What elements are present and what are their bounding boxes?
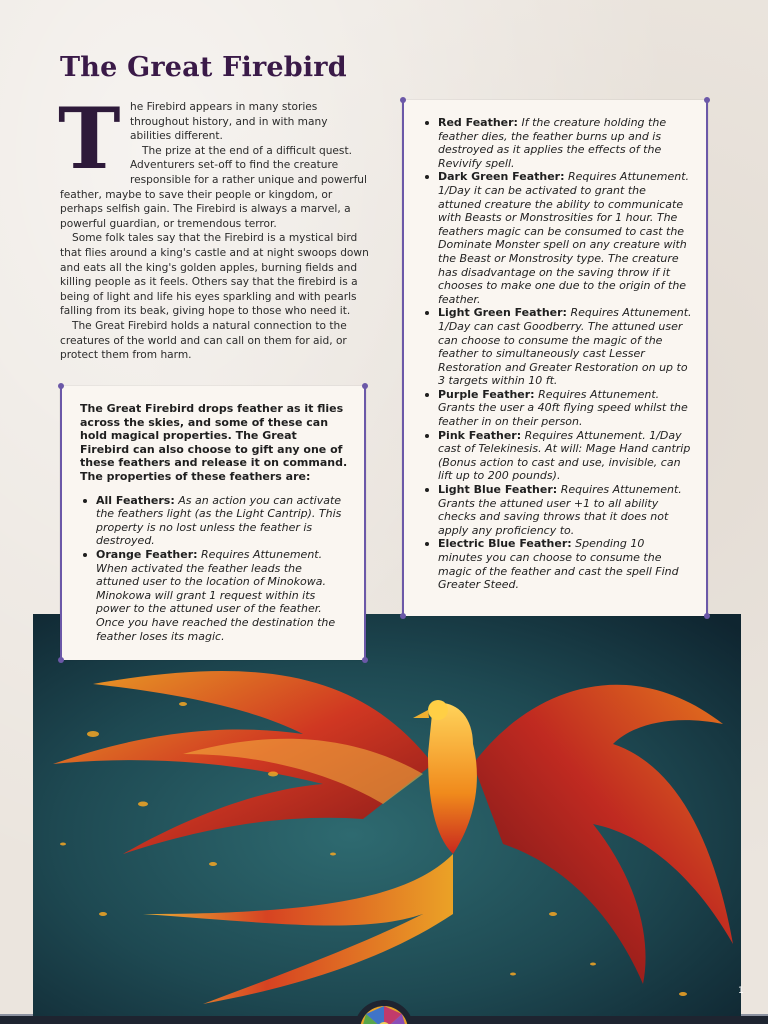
box-corner-pin — [400, 97, 406, 103]
list-item — [80, 494, 348, 548]
feather-description: As an action you can activate the feathers light (as the Light Cantrip). This property is no lost unless the feather is destroyed. — [96, 493, 342, 548]
intro-paragraph-4: The Great Firebird holds a natural connection to the creatures of the world and can call on them for aid, or protect them from harm. — [60, 319, 347, 362]
feather-name: Orange Feather: — [96, 547, 198, 561]
feather-name: Light Blue Feather: — [438, 483, 558, 497]
feather-name: Dark Green Feather: — [438, 170, 565, 184]
feather-list-right — [422, 116, 692, 592]
drop-cap: T — [58, 89, 121, 188]
feather-name: All Feathers: — [96, 493, 175, 507]
feather-name: Electric Blue Feather: — [438, 537, 572, 551]
feather-list-box-right — [402, 100, 708, 616]
page-title: The Great Firebird — [60, 52, 347, 83]
feather-name: Light Green Feather: — [438, 306, 567, 320]
box-corner-pin — [704, 97, 710, 103]
feather-description: If the creature holding the feather dies, the feather burns up and is destroyed as it applies the effects of the Revivify spell. — [438, 116, 667, 170]
feather-box-intro: The Great Firebird drops feather as it flies across the skies, and some of these can hold magical properties. The Great Firebird can also choose to gift any one of these feathers and release it on command. The properties of these feathers are: — [80, 402, 348, 483]
feather-name: Purple Feather: — [438, 387, 535, 401]
list-item — [422, 537, 692, 591]
feather-description: Requires Attunement. 1/Day can cast Goodberry. The attuned user can choose to consume the magic of the feather to simultaneously cast Lesser Restoration and Greater Restoration on up to 3 targets within 10 ft. — [438, 306, 692, 388]
box-corner-pin — [58, 657, 64, 663]
feather-name: Pink Feather: — [438, 428, 522, 442]
feather-description: Requires Attunement. 1/Day cast of Telekinesis. At will: Mage Hand cantrip (Bonus action to cast and use, invisible, can lift up to 200 pounds). — [438, 428, 691, 483]
list-item — [422, 483, 692, 537]
intro-paragraph-2: The prize at the end of a difficult quest. Adventurers set-off to find the creature responsible for a rather unique and powerful feather, maybe to save their people or kingdom, or perhaps selfish gain. The Firebird is always a marvel, a powerful guardian, or tremendous terror. — [60, 144, 367, 230]
intro-paragraph-1: he Firebird appears in many stories throughout history, and in with many abilities different. — [130, 101, 328, 143]
feather-list-left — [80, 494, 348, 644]
intro-paragraph-3: Some folk tales say that the Firebird is a mystical bird that flies around a king's castle and at night swoops down and eats all the king's golden apples, burning fields and killing people as it feels. Others say that the firebird is a being of light and life his eyes sparkling and with pearls falling from its beak, giving hope to those who need it. — [60, 232, 369, 318]
list-item — [422, 170, 692, 306]
feather-list-box-left — [60, 386, 366, 660]
stained-glass-emblem-icon — [352, 990, 416, 1024]
feather-name: Red Feather: — [438, 116, 518, 129]
list-item — [80, 548, 348, 643]
feather-description: Requires Attunement. Grants the attuned user +1 to all ability checks and saving throws that it does not apply any proficiency to. — [438, 483, 682, 537]
intro-text — [58, 89, 370, 363]
page-number: 1 — [738, 986, 744, 996]
box-corner-pin — [362, 657, 368, 663]
feather-description: Requires Attunement. 1/Day it can be activated to grant the attuned creature the ability to communicate with Beasts or Monstrosities for 1 hour. The feathers magic can be consumed to cast the Dominate Monster spell on any creature with the Beast or Monstrosity type. The creature has disadvantage on the saving throw if it chooses to make one due to the origin of the feather. — [438, 170, 690, 306]
list-item — [422, 116, 692, 170]
firebird-illustration — [33, 614, 741, 1016]
firebird-artwork — [33, 614, 741, 1016]
feather-description: Requires Attunement. When activated the feather leads the attuned user to the location of Minokowa. Minokowa will grant 1 request within its power to the attuned user of the feather. Once you have reached the destination the feather loses its magic. — [96, 547, 336, 643]
feather-description: Requires Attunement. Grants the user a 40ft flying speed whilst the feather in on their person. — [438, 387, 688, 429]
list-item — [422, 429, 692, 483]
list-item — [422, 388, 692, 429]
feather-description: Spending 10 minutes you can choose to consume the magic of the feather and cast the spell Find Greater Steed. — [438, 537, 679, 592]
list-item — [422, 306, 692, 388]
